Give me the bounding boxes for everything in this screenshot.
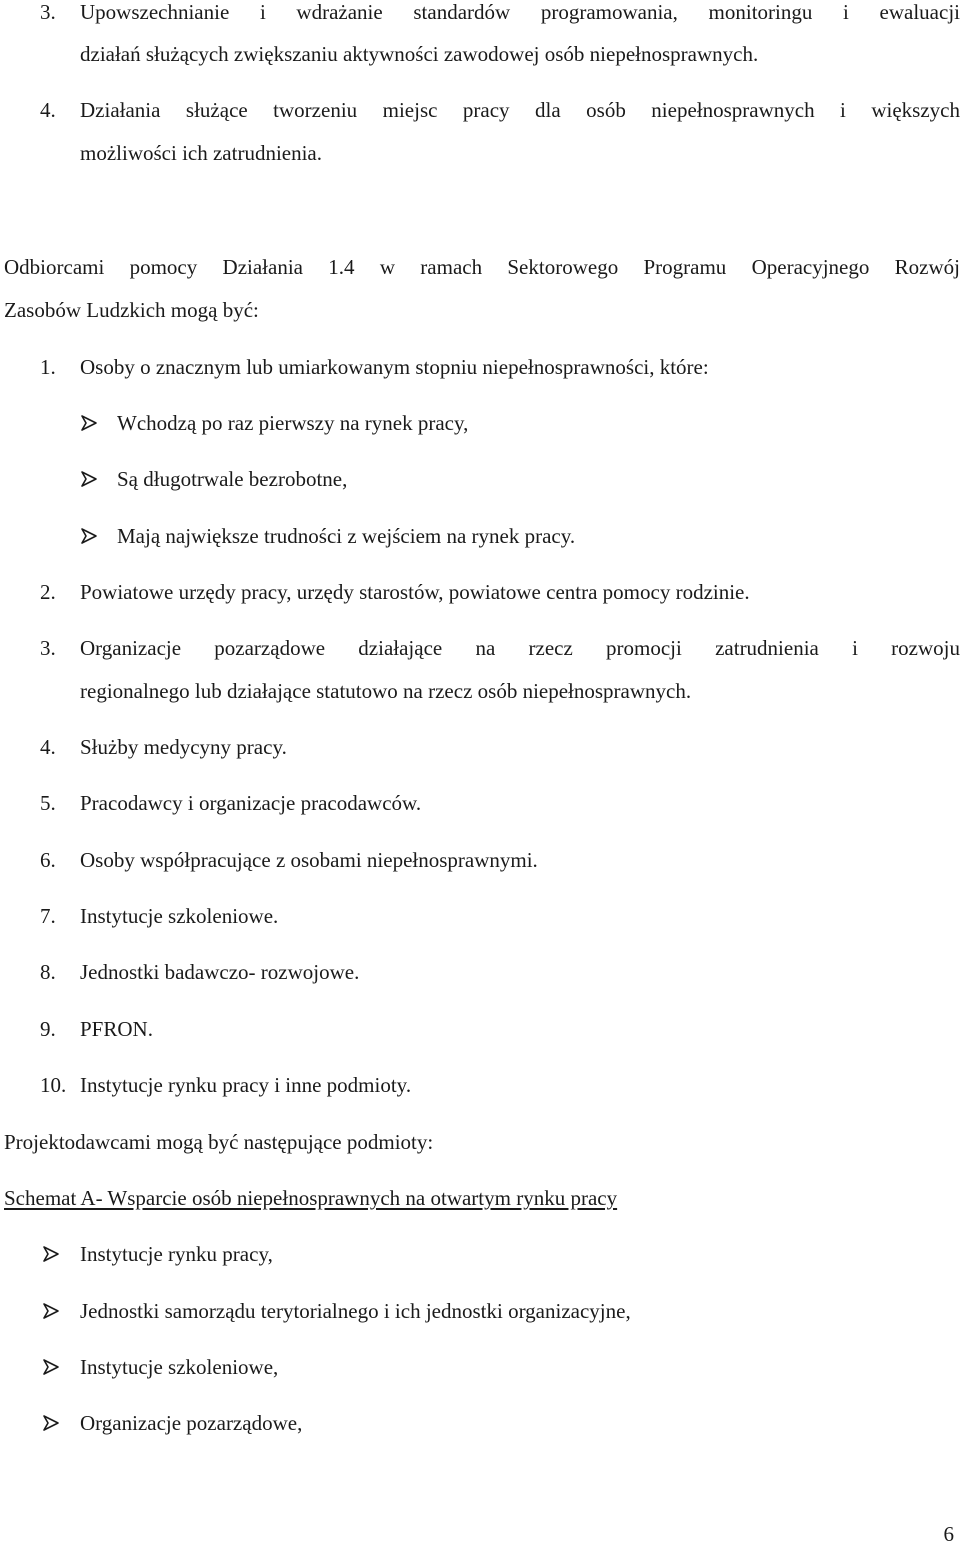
list-item-text: możliwości ich zatrudnienia. [80, 141, 323, 165]
list-item-text: Powiatowe urzędy pracy, urzędy starostów, powiatowe centra pomocy rodzinie. [80, 580, 750, 604]
list-number: 4. [40, 735, 56, 759]
list-item-text: regionalnego lub działające statutowo na rzecz osób niepełnosprawnych. [80, 679, 692, 703]
list-number: 1. [40, 355, 56, 379]
list-number: 6. [40, 848, 56, 872]
list-number: 7. [40, 904, 56, 928]
list-item-text: Upowszechnianie i wdrażanie standardów programowania, monitoringu i ewaluacji [80, 0, 960, 24]
sub-bullet-text: Mają największe trudności z wejściem na rynek pracy. [117, 524, 576, 548]
list-item-text: Działania służące tworzeniu miejsc pracy dla osób niepełnosprawnych i większych [80, 98, 960, 122]
section-heading: Projektodawcami mogą być następujące podmioty: [4, 1130, 434, 1154]
bullet-item-text: Jednostki samorządu terytorialnego i ich jednostki organizacyjne, [80, 1299, 631, 1323]
arrow-bullet-icon [42, 1355, 60, 1379]
list-item-text: Instytucje szkoleniowe. [80, 904, 279, 928]
list-item-text: PFRON. [80, 1017, 153, 1041]
bullet-item-text: Organizacje pozarządowe, [80, 1411, 303, 1435]
schema-heading: Schemat A- Wsparcie osób niepełnosprawnych na otwartym rynku pracy [4, 1186, 618, 1210]
bullet-item-text: Instytucje szkoleniowe, [80, 1355, 279, 1379]
list-number: 5. [40, 791, 56, 815]
arrow-bullet-icon [42, 1411, 60, 1435]
list-number: 3. [40, 0, 56, 24]
arrow-bullet-icon [42, 1242, 60, 1266]
list-item-text: Organizacje pozarządowe działające na rzecz promocji zatrudnienia i rozwoju [80, 636, 960, 660]
list-item-text: działań służących zwiększaniu aktywności zawodowej osób niepełnosprawnych. [80, 42, 759, 66]
bullet-item-text: Instytucje rynku pracy, [80, 1242, 273, 1266]
list-number: 2. [40, 580, 56, 604]
sub-bullet-text: Są długotrwale bezrobotne, [117, 467, 348, 491]
arrow-bullet-icon [80, 524, 98, 548]
list-item-text: Osoby o znacznym lub umiarkowanym stopniu niepełnosprawności, które: [80, 355, 709, 379]
list-number: 3. [40, 636, 56, 660]
page-number: 6 [943, 1522, 954, 1546]
sub-bullet-text: Wchodzą po raz pierwszy na rynek pracy, [117, 411, 469, 435]
arrow-bullet-icon [80, 411, 98, 435]
arrow-bullet-icon [80, 467, 98, 491]
list-item-text: Pracodawcy i organizacje pracodawców. [80, 791, 422, 815]
list-number: 9. [40, 1017, 56, 1041]
intro-paragraph-line: Odbiorcami pomocy Działania 1.4 w ramach Sektorowego Programu Operacyjnego Rozwój [4, 255, 960, 279]
list-number: 4. [40, 98, 56, 122]
list-item-text: Osoby współpracujące z osobami niepełnosprawnymi. [80, 848, 538, 872]
arrow-bullet-icon [42, 1299, 60, 1323]
list-item-text: Służby medycyny pracy. [80, 735, 287, 759]
intro-paragraph-line: Zasobów Ludzkich mogą być: [4, 298, 259, 322]
list-number: 10. [40, 1073, 67, 1097]
list-item-text: Jednostki badawczo- rozwojowe. [80, 960, 360, 984]
list-item-text: Instytucje rynku pracy i inne podmioty. [80, 1073, 412, 1097]
list-number: 8. [40, 960, 56, 984]
